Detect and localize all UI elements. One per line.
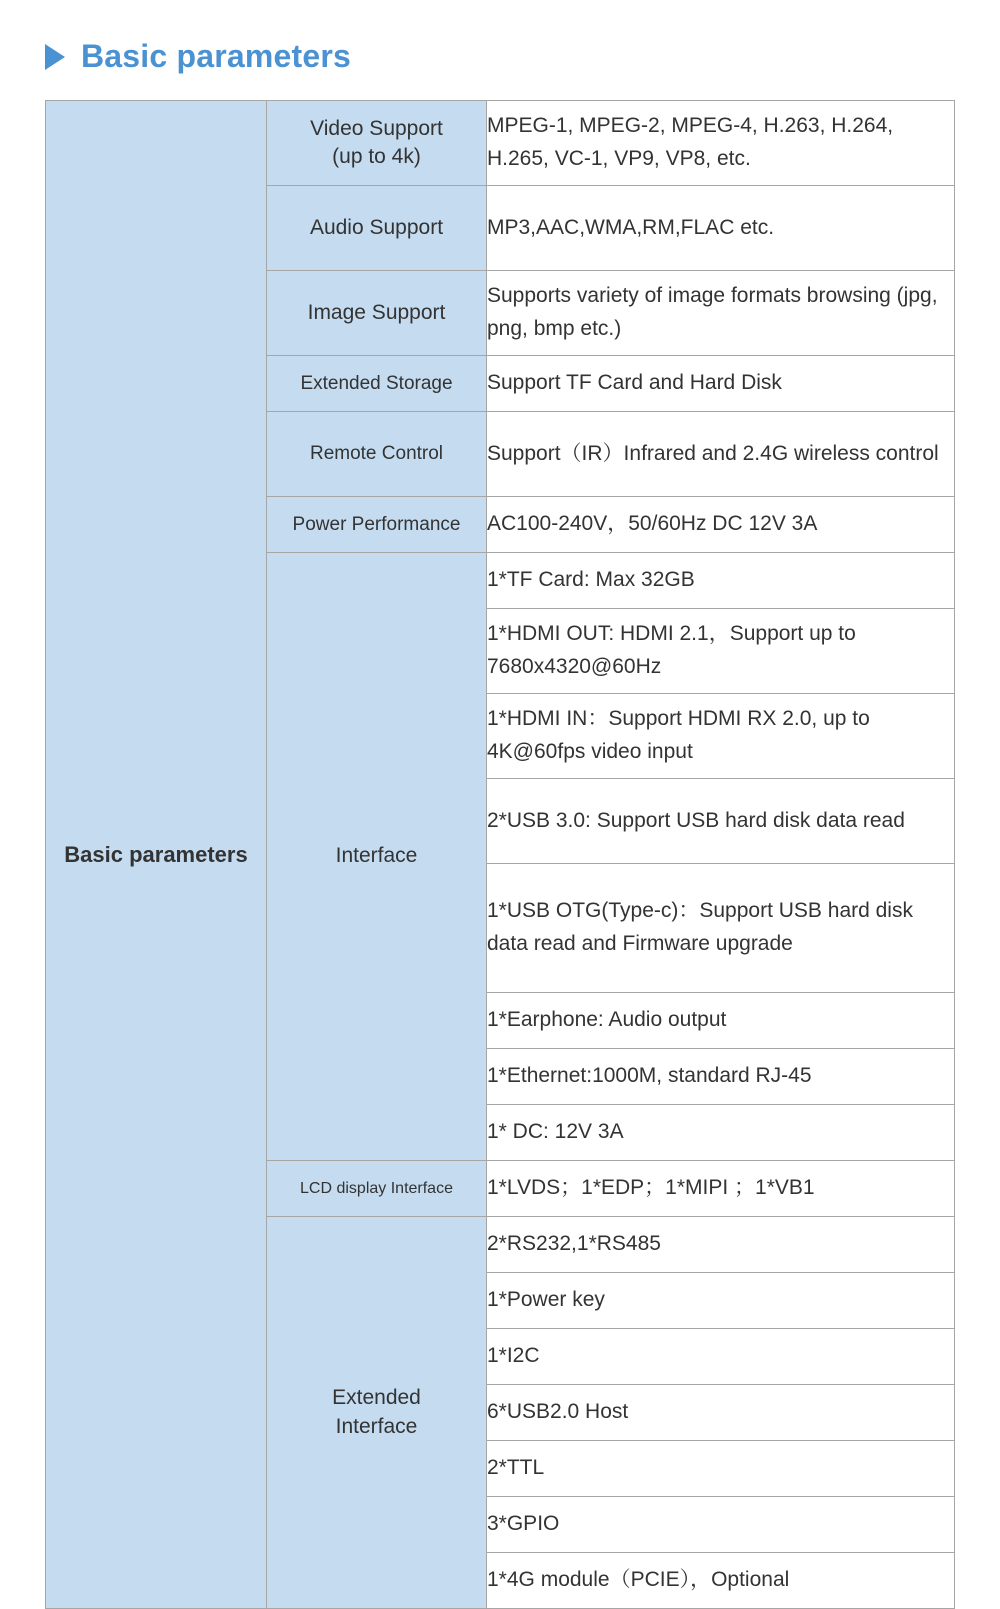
row-value-ext-rs232: 2*RS232,1*RS485 [487,1217,955,1273]
row-value-ext-usb2-host: 6*USB2.0 Host [487,1385,955,1441]
row-label-line1: Extended [332,1386,421,1410]
row-value-ext-power-key: 1*Power key [487,1273,955,1329]
row-value-audio-support: MP3,AAC,WMA,RM,FLAC etc. [487,186,955,271]
row-value-image-support: Supports variety of image formats browsing (jpg, png, bmp etc.) [487,271,955,356]
row-label-lcd-display-interface: LCD display Interface [267,1161,487,1217]
row-label-image-support: Image Support [267,271,487,356]
table-row [46,101,955,186]
row-value-ext-4g-module: 1*4G module（PCIE），Optional [487,1553,955,1609]
row-value-ext-i2c: 1*I2C [487,1329,955,1385]
row-value-remote-control: Support（IR）Infrared and 2.4G wireless control [487,412,955,497]
row-value-ext-ttl: 2*TTL [487,1441,955,1497]
row-label-power-performance: Power Performance [267,497,487,553]
row-value-interface-usb-otg: 1*USB OTG(Type-c)：Support USB hard disk data read and Firmware upgrade [487,864,955,993]
row-value-ext-gpio: 3*GPIO [487,1497,955,1553]
row-value-extended-storage: Support TF Card and Hard Disk [487,356,955,412]
row-label-line2: Interface [335,1414,418,1438]
row-label-video-support [267,101,487,186]
row-value-lcd-display-interface: 1*LVDS；1*EDP；1*MIPI ；1*VB1 [487,1161,955,1217]
row-value-interface-hdmi-out: 1*HDMI OUT: HDMI 2.1，Support up to 7680x4320@60Hz [487,609,955,694]
row-label-interface: Interface [267,553,487,1161]
row-label-remote-control: Remote Control [267,412,487,497]
row-label-extended-interface [267,1217,487,1609]
row-label-line2: (up to 4k) [332,145,421,168]
row-value-interface-earphone: 1*Earphone: Audio output [487,993,955,1049]
row-value-power-performance: AC100-240V，50/60Hz DC 12V 3A [487,497,955,553]
row-value-video-support: MPEG-1, MPEG-2, MPEG-4, H.263, H.264, H.265, VC-1, VP9, VP8, etc. [487,101,955,186]
row-label-line1: Video Support [310,116,443,140]
triangle-right-icon [45,44,65,70]
basic-parameters-table [45,100,955,1609]
row-value-interface-usb3: 2*USB 3.0: Support USB hard disk data read [487,779,955,864]
row-value-interface-dc: 1* DC: 12V 3A [487,1105,955,1161]
group-cell-label: Basic parameters [64,841,248,867]
group-cell-basic-parameters [46,101,267,1609]
row-label-extended-storage: Extended Storage [267,356,487,412]
row-value-interface-hdmi-in: 1*HDMI IN：Support HDMI RX 2.0, up to 4K@60fps video input [487,694,955,779]
row-label-audio-support: Audio Support [267,186,487,271]
page-heading [45,32,351,80]
row-value-interface-ethernet: 1*Ethernet:1000M, standard RJ-45 [487,1049,955,1105]
page-title: Basic parameters [81,38,352,74]
row-value-interface-tf-card: 1*TF Card: Max 32GB [487,553,955,609]
